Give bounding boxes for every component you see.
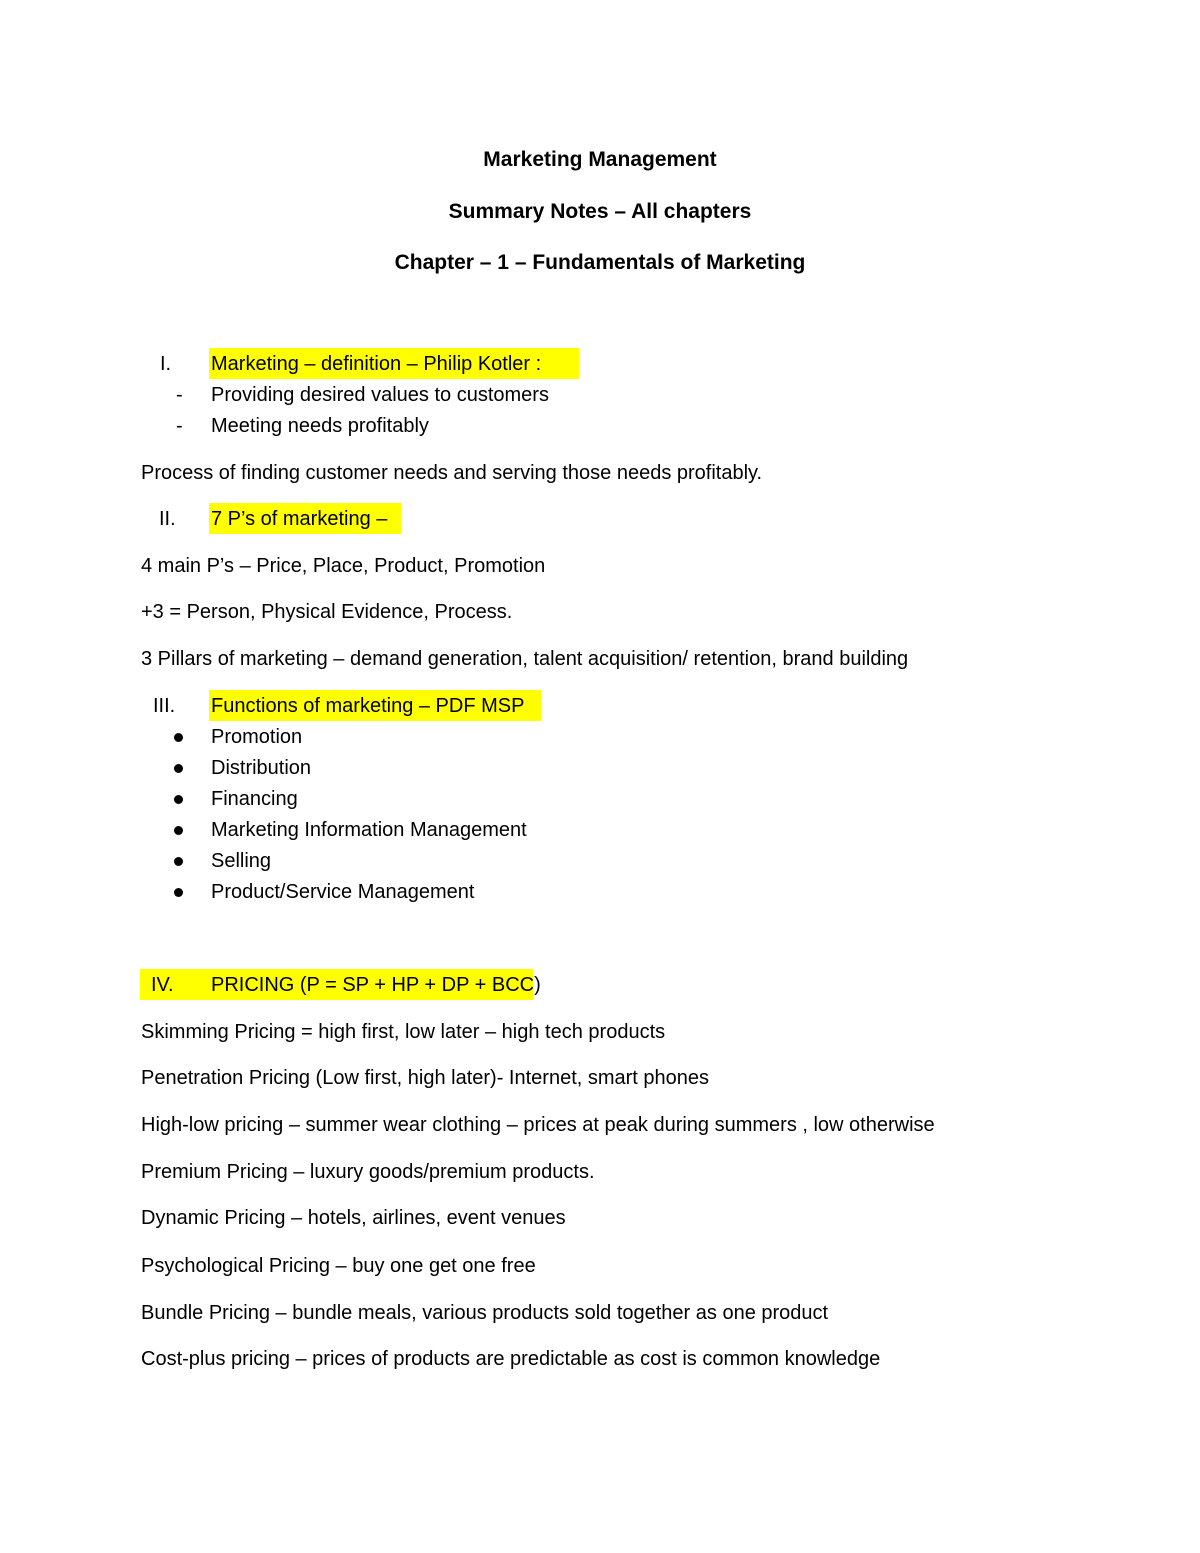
paragraph: 4 main P’s – Price, Place, Product, Promotion (141, 555, 546, 577)
list-item: Financing (211, 788, 298, 810)
paragraph: Premium Pricing – luxury goods/premium products. (141, 1161, 595, 1183)
paragraph: High-low pricing – summer wear clothing – prices at peak during summers , low otherwise (141, 1114, 935, 1136)
list-item: Marketing Information Management (211, 819, 527, 841)
section-numeral: IV. (151, 974, 174, 996)
document-title: Marketing Management (483, 148, 717, 171)
paragraph: Skimming Pricing = high first, low later – high tech products (141, 1021, 666, 1043)
paragraph: Dynamic Pricing – hotels, airlines, event venues (141, 1207, 566, 1229)
dash-marker: - (176, 384, 183, 406)
paragraph: Psychological Pricing – buy one get one free (141, 1255, 536, 1277)
paragraph: Penetration Pricing (Low first, high later)- Internet, smart phones (141, 1067, 710, 1089)
section-heading: 7 P’s of marketing – (211, 508, 388, 530)
list-item: Product/Service Management (211, 881, 475, 903)
section-numeral: II. (159, 508, 176, 530)
bullet-dot (174, 764, 183, 773)
bullet-dot (174, 733, 183, 742)
section-heading: PRICING (P = SP + HP + DP + BCC) (211, 974, 541, 996)
bullet-dot (174, 888, 183, 897)
chapter-heading: Chapter – 1 – Fundamentals of Marketing (394, 251, 806, 274)
paragraph: +3 = Person, Physical Evidence, Process. (141, 601, 513, 623)
list-item: Providing desired values to customers (211, 384, 549, 406)
bullet-dot (174, 795, 183, 804)
document-subtitle: Summary Notes – All chapters (448, 200, 752, 223)
paragraph: 3 Pillars of marketing – demand generation, talent acquisition/ retention, brand building (141, 648, 909, 670)
list-item: Selling (211, 850, 272, 872)
paragraph: Bundle Pricing – bundle meals, various products sold together as one product (141, 1302, 829, 1324)
bullet-dot (174, 826, 183, 835)
list-item: Distribution (211, 757, 312, 779)
bullet-dot (174, 857, 183, 866)
section-numeral: III. (153, 695, 176, 717)
list-item: Promotion (211, 726, 303, 748)
paragraph: Process of finding customer needs and serving those needs profitably. (141, 462, 763, 484)
section-heading: Functions of marketing – PDF MSP (211, 695, 525, 717)
section-numeral: I. (160, 353, 172, 375)
paragraph: Cost-plus pricing – prices of products are predictable as cost is common knowledge (141, 1348, 881, 1370)
dash-marker: - (176, 415, 183, 437)
section-heading: Marketing – definition – Philip Kotler : (211, 353, 542, 375)
list-item: Meeting needs profitably (211, 415, 429, 437)
